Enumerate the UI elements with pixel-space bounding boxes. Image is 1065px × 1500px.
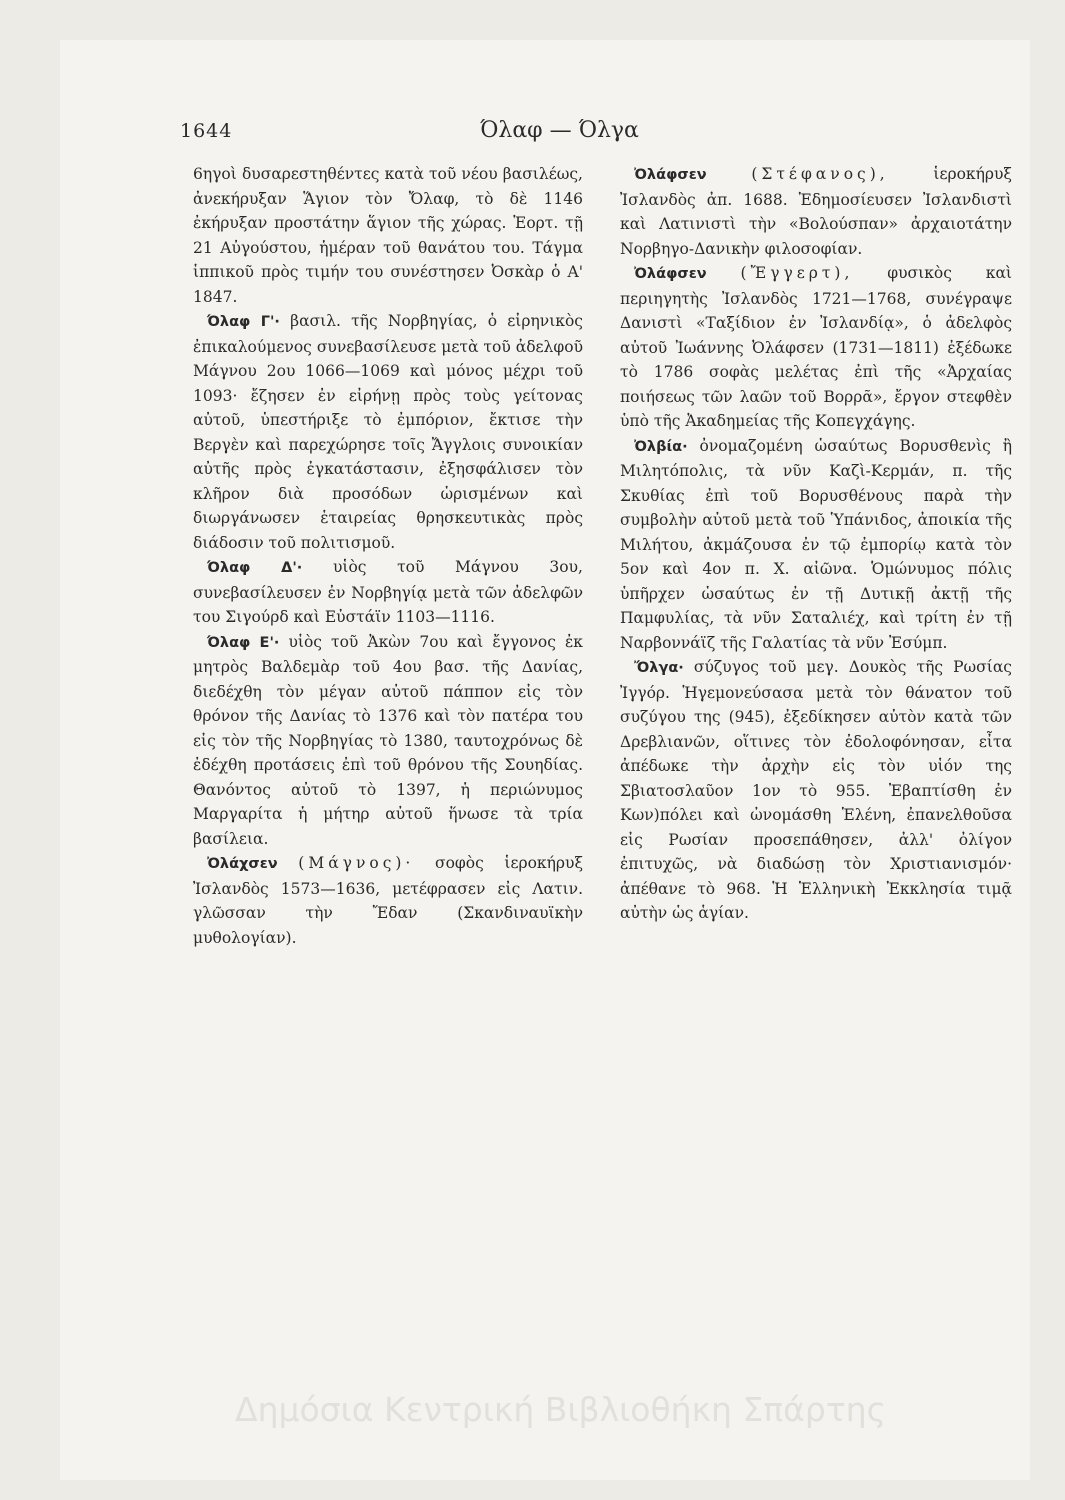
entry-olafsen-eggert <box>620 261 1012 434</box>
page-header <box>180 118 980 150</box>
library-watermark: Δημόσια Κεντρική Βιβλιοθήκη Σπάρτης <box>235 1390 887 1429</box>
entry-lemma: Ὀλάφσεν <box>634 167 707 183</box>
entry-olaf-4 <box>193 555 583 630</box>
entry-lemma: Όλαφ Γ'· <box>207 314 280 330</box>
running-head: Όλαφ — Όλγα <box>480 118 639 143</box>
right-column <box>620 162 1012 926</box>
entry-forename: (Στέφανος), <box>751 165 889 183</box>
entry-lemma: Ὀλάχσεν <box>207 856 278 872</box>
entry-lemma: Ὀλάφσεν <box>634 266 707 282</box>
page-number: 1644 <box>180 120 233 142</box>
entry-olafsen-stefanos <box>620 162 1012 261</box>
left-column <box>193 162 583 950</box>
entry-lemma: Ὀλβία· <box>634 438 688 455</box>
entry-olaf-5 <box>193 630 583 852</box>
entry-text: ὀνομαζομένη ὡσαύτως Βορυσθενὶς ἢ Μιλητόπολις, τὰ νῦν Καζὶ-Κερμάν, π. τῆς Σκυθίας ἐπὶ τοῦ Βορυσθένους παρὰ τὴν συμβολὴν αὐτοῦ μετὰ τοῦ Ὑπάνιδος, ἀποικία τῆς Μιλήτου, ἀκμάζουσα ἐν τῷ ἐμπορίῳ κατὰ τὸν 5ον καὶ 4ον π. Χ. αἰῶνα. Ὁμώνυμος πόλις ὑπῆρχεν ὡσαύτως ἐν τῇ Δυτικῇ ἀκτῇ τῆς Παμφυλίας, τὰ νῦν Σαταλιέχ, καὶ τρίτη ἐν τῇ Ναρβοννάϊζ τῆς Γαλατίας τὰ νῦν Ἐσύμπ. <box>620 436 1012 652</box>
entry-lemma: Όλαφ Ε'· <box>207 634 280 651</box>
entry-forename: (Ἔγγερτ), <box>740 264 854 282</box>
entry-lemma: Ὄλγα· <box>634 660 684 676</box>
entry-olaxsen <box>193 851 583 950</box>
entry-text: σύζυγος τοῦ μεγ. Δουκὸς τῆς Ρωσίας Ἰγγόρ. Ἡγεμονεύσασα μετὰ τὸν θάνατον τοῦ συζύγου της (945), ἐξεδίκησεν αὐτὸν κατὰ τῶν Δρεβλιανῶν, οἵτινες τὸν ἐδολοφόνησαν, εἶτα ἀπέδωκε τὴν ἀρχὴν εἰς τὸν υἱόν της Σβιατοσλαῦον 1ον τὸ 955. Ἐβαπτίσθη ἐν Κων)πόλει καὶ ὠνομάσθη Ἑλένη, ἐπανελθοῦσα εἰς Ρωσίαν προσεπάθησεν, ἀλλ' ὀλίγον ἐπιτυχῶς, νὰ διαδώσῃ τὸν Χριστιανισμόν· ἀπέθανε τὸ 968. Ἡ Ἑλληνικὴ Ἐκκλησία τιμᾷ αὐτὴν ὡς ἁγίαν. <box>620 658 1012 922</box>
entry-text: σοφὸς ἱεροκήρυξ Ἰσλανδὸς 1573—1636, μετέφρασεν εἰς Λατιν. γλῶσσαν τὴν Ἔδαν (Σκανδιναυϊκὴν μυθολογίαν). <box>193 854 583 947</box>
entry-forename: (Μάγνος)· <box>298 854 415 872</box>
entry-olga <box>620 655 1012 926</box>
entry-text: υἱὸς τοῦ Μάγνου 3ου, συνεβασίλευσεν ἐν Νορβηγίᾳ μετὰ τῶν ἀδελφῶν του Σιγούρδ καὶ Εὐστάϊν 1103—1116. <box>193 558 583 626</box>
entry-olvia <box>620 434 1012 656</box>
entry-olaf-3 <box>193 309 583 555</box>
entry-text: υἱὸς τοῦ Ἀκὼν 7ου καὶ ἔγγονος ἐκ μητρὸς Βαλδεμὰρ τοῦ 4ου βασ. τῆς Δανίας, διεδέχθη τὸν μέγαν αὐτοῦ πάππον εἰς τὸν θρόνον τῆς Δανίας τὸ 1376 καὶ τὸν πατέρα του εἰς τὸν τῆς Νορβηγίας τὸ 1380, ταυτοχρόνως δὲ ἐδέχθη προτάσεις ἐπὶ τοῦ θρόνου τῆς Σουηδίας. Θανόντος αὐτοῦ τὸ 1397, ἡ περιώνυμος Μαργαρίτα ἡ μήτηρ αὐτοῦ ἥνωσε τὰ τρία βασίλεια. <box>193 632 583 848</box>
entry-text: ἱεροκήρυξ Ἰσλανδὸς ἀπ. 1688. Ἐδημοσίευσεν Ἰσλανδιστὶ καὶ Λατινιστὶ τὴν «Βολούσπαν» ἀρχαιοτάτην Νορβηγο-Δανικὴν φιλοσοφίαν. <box>620 165 1012 258</box>
entry-text: φυσικὸς καὶ περιηγητὴς Ἰσλανδὸς 1721—1768, συνέγραψε Δανιστὶ «Ταξίδιον ἐν Ἰσλανδίᾳ», ὁ ἀδελφὸς αὐτοῦ Ἰωάννης Ὀλάφσεν (1731—1811) ἐξέδωκε τὸ 1786 σοφὰς μελέτας ἐπὶ τῆς «Ἀρχαίας ποιήσεως τῶν λαῶν τοῦ Βορρᾶ», ἔργον στεφθὲν ὑπὸ τῆς Ἀκαδημείας τῆς Κοπεγχάγης. <box>620 264 1012 430</box>
entry-text: βασιλ. τῆς Νορβηγίας, ὁ εἰρηνικὸς ἐπικαλούμενος συνεβασίλευσε μετὰ τοῦ ἀδελφοῦ Μάγνου 2ου 1066—1069 καὶ μόνος μέχρι τοῦ 1093· ἔζησεν ἐν εἰρήνῃ πρὸς τοὺς γείτονας αὐτοῦ, ὑπεστήριξε τὸ ἐμπόριον, ἔκτισε τὴν Βεργὲν καὶ παρεχώρησε τοῖς Ἄγγλοις συνοικίαν αὐτῆς πρὸς ἐγκατάστασιν, ἐξησφάλισεν τὸν κλῆρον διὰ προσόδων ὡρισμένων καὶ διωργάνωσεν ἑταιρείας θρησκευτικὰς πρὸς διάδοσιν τοῦ πολιτισμοῦ. <box>193 312 583 552</box>
continued-paragraph: 6ηγοὶ δυσαρεστηθέντες κατὰ τοῦ νέου βασιλέως, ἀνεκήρυξαν Ἅγιον τὸν Ὄλαφ, τὸ δὲ 1146 ἐκήρυξαν προστάτην ἅγιον τῆς χώρας. Ἑορτ. τῇ 21 Αὐγούστου, ἡμέραν τοῦ θανάτου του. Τάγμα ἱππικοῦ πρὸς τιμήν του συνέστησεν Ὀσκὰρ ὁ Α' 1847. <box>193 165 583 306</box>
entry-lemma: Όλαφ Δ'· <box>207 560 303 576</box>
